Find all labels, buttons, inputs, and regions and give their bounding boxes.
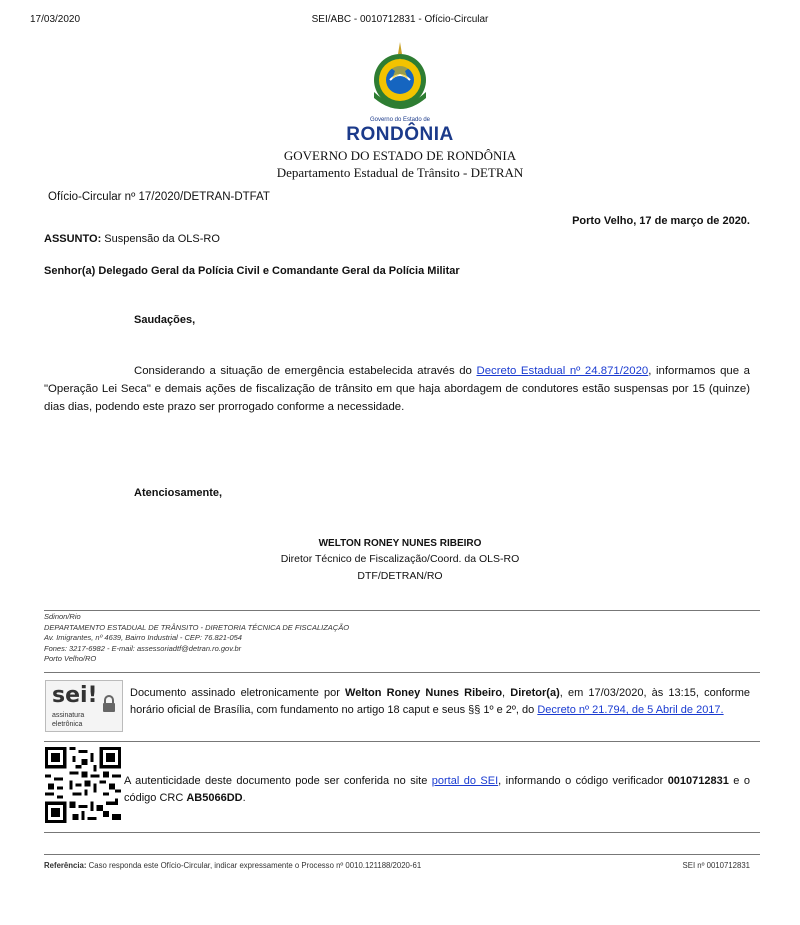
reference-label: Referência: [44,861,87,870]
place-date: Porto Velho, 17 de março de 2020. [572,215,750,227]
print-date: 17/03/2020 [30,14,81,25]
footer-line: DEPARTAMENTO ESTADUAL DE TRÂNSITO - DIRETORIA TÉCNICA DE FISCALIZAÇÃO [44,622,350,632]
lock-icon [102,695,116,713]
subject-value: Suspensão da OLS-RO [101,233,220,245]
signature-divider [44,672,760,673]
footer-address [44,612,349,665]
state-crest-icon [366,40,434,120]
signer-role: Diretor Técnico de Fiscalização/Coord. da OLS-RO [280,553,520,565]
body-suffix: , informamos que a "Operação Lei Seca" e demais ações de fiscalização de trânsito em que haja abordagem de condutores estão suspensas por 15 (quinze) dias dias, podendo este prazo ser prorrogado conforme a necessidade. [44,365,750,413]
sei-logo-sub2: eletrônica [52,721,83,728]
decree-21794-link[interactable]: Decreto nº 21.794, de 5 Abril de 2017. [537,704,724,716]
auth-mid2: e o código CRC [124,775,750,804]
department-name: Departamento Estadual de Trânsito - DETRAN [276,165,524,180]
reference-text: Caso responda este Ofício-Circular, indicar expressamente o Processo nº 0010.121188/2020-61 [86,861,422,870]
sei-logo-word: sei! [52,683,98,708]
footer-divider [44,610,760,611]
reference-divider [44,832,760,833]
esig-prefix: Documento assinado eletronicamente por [130,687,346,699]
sei-number: SEI nº 0010712831 [682,861,750,870]
signer-name: WELTON RONEY NUNES RIBEIRO [318,538,482,549]
auth-mid: , informando o código verificador [498,775,668,787]
electronic-signature-text [130,685,750,719]
reference-top-rule [44,854,760,855]
auth-end: . [242,792,246,804]
footer-line: Av. Imigrantes, nº 4639, Bairro Industrial - CEP: 76.821-054 [44,633,242,642]
oficio-number: Ofício-Circular nº 17/2020/DETRAN-DTFAT [48,191,270,203]
body-prefix: Considerando a situação de emergência estabelecida através do [134,365,477,377]
sei-portal-link[interactable]: portal do SEI [431,775,499,787]
footer-line: Fones: 3217-6982 - E-mail: assessoriadtf@detran.ro.gov.br [44,643,242,653]
recipient-line: Senhor(a) Delegado Geral da Polícia Civil e Comandante Geral da Polícia Militar [44,265,460,277]
logo-subtitle: Governo do Estado de [369,117,431,123]
footer-line: Porto Velho/RO [44,654,97,663]
qr-code-icon [45,747,121,823]
verifier-code: 0010712831 [667,775,729,787]
subject-label: ASSUNTO: [44,233,102,245]
decree-link[interactable]: Decreto Estadual nº 24.871/2020 [476,365,649,377]
esig-mid: , [502,687,511,699]
qr-divider [44,741,760,742]
document-title: SEI/ABC - 0010712831 - Ofício-Circular [311,14,489,25]
sei-logo-sub1: assinatura [52,712,85,719]
signer-unit: DTF/DETRAN/RO [357,570,443,582]
reference-line [44,861,421,870]
crc-code: AB5066DD [186,792,243,804]
esig-suffix: , em 17/03/2020, às 13:15, conforme horário oficial de Brasília, com fundamento no artigo 18 caput e seus §§ 1º e 2º, do [130,687,750,716]
esig-signer: Welton Roney Nunes Ribeiro [345,687,503,699]
footer-line: Sdinon/Rio [44,612,81,621]
logo-state-name: RONDÔNIA [346,124,454,145]
esig-role: Diretor(a) [510,687,560,699]
body-paragraph [44,362,750,416]
subject-line [44,233,220,245]
sei-signature-logo [45,680,123,732]
greeting: Saudações, [134,314,196,326]
auth-prefix: A autenticidade deste documento pode ser conferida no site [124,775,432,787]
authenticity-text [124,773,750,807]
government-name: GOVERNO DO ESTADO DE RONDÔNIA [283,148,517,163]
closing: Atenciosamente, [134,487,223,499]
